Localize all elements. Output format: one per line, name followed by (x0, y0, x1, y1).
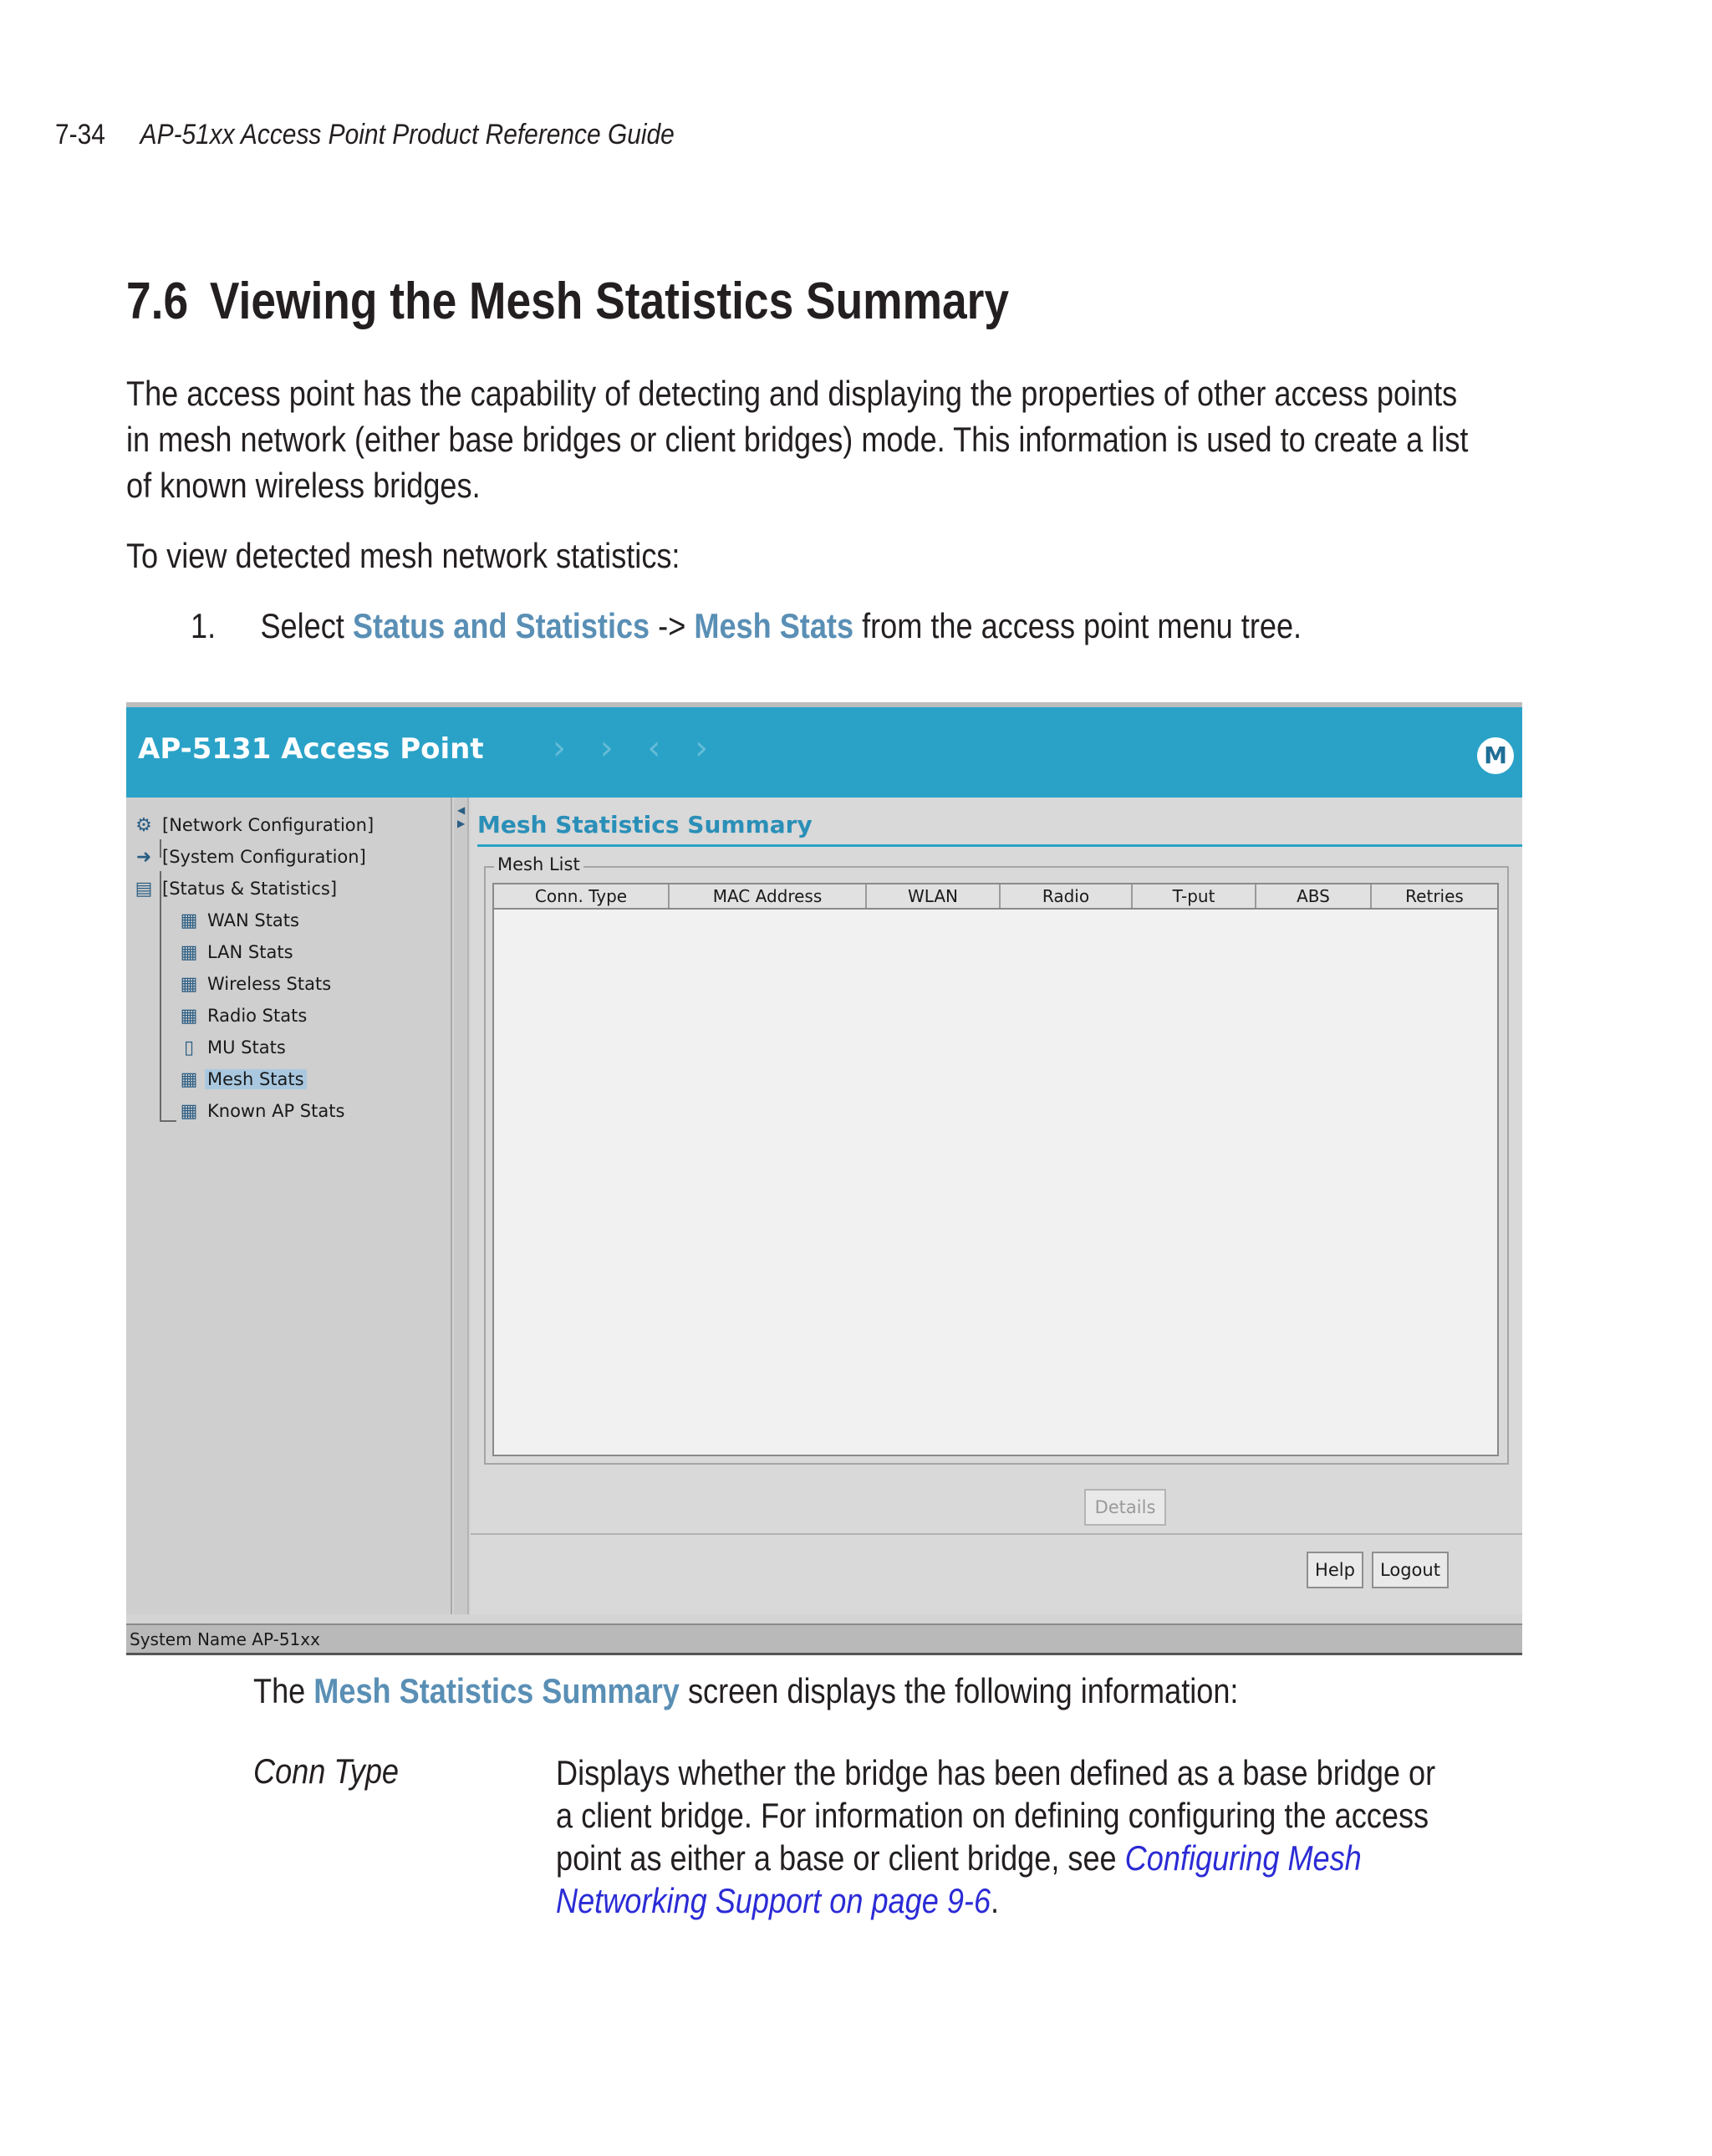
ui-app-title: AP-5131 Access Point (138, 732, 484, 766)
intro-line-2: in mesh network (either base bridges or client bridges) mode. This information is used to create a list (126, 420, 1469, 459)
network-icon: ⚙ (135, 814, 152, 836)
column-t-put[interactable]: T-put (1133, 884, 1256, 908)
mu-icon: ▯ (183, 1037, 195, 1058)
definition-body (556, 1751, 1435, 1922)
wireless-icon: ▦ (180, 973, 198, 995)
panel-splitter[interactable] (454, 798, 469, 1614)
mesh-list-group (484, 854, 1509, 1465)
running-header (55, 119, 675, 151)
panel-title: Mesh Statistics Summary (477, 811, 813, 838)
tree-item-known-ap-stats[interactable]: ▦ Known AP Stats (176, 1098, 347, 1124)
system-icon: ➜ (135, 846, 152, 868)
page-number: 7-34 (55, 119, 105, 150)
logout-button[interactable]: Logout (1372, 1552, 1449, 1588)
mesh-table-header (494, 884, 1497, 910)
section-heading (126, 272, 1009, 331)
help-button[interactable]: Help (1307, 1552, 1363, 1588)
lead-text: To view detected mesh network statistics: (126, 536, 680, 575)
section-number: 7.6 (126, 273, 189, 330)
definition-line-2: a client bridge. For information on defining configuring the access (556, 1796, 1429, 1835)
column-mac-address[interactable]: MAC Address (670, 884, 867, 908)
tree-item-system-configuration[interactable]: ➜ [System Configuration] (131, 844, 369, 869)
stats-icon: ▤ (135, 878, 153, 900)
radio-icon: ▦ (180, 1005, 198, 1027)
step-1 (191, 603, 1302, 649)
menu-tree (126, 798, 452, 1614)
lan-icon: ▦ (180, 941, 198, 963)
tree-item-mesh-stats[interactable]: ▦ Mesh Stats (176, 1067, 307, 1092)
step-number: 1. (191, 606, 217, 645)
intro-line-1: The access point has the capability of detecting and displaying the properties of other access points (126, 374, 1458, 413)
tree-item-network-configuration[interactable]: ⚙ [Network Configuration] (131, 813, 376, 838)
menu-status-and-statistics: Status and Statistics (352, 606, 650, 645)
menu-mesh-stats: Mesh Stats (694, 606, 854, 645)
wan-icon: ▦ (180, 910, 198, 931)
definition-line-4: Networking Support on page 9-6. (556, 1881, 1000, 1920)
cross-reference-link[interactable]: Configuring Mesh (1124, 1838, 1362, 1878)
details-button[interactable]: Details (1084, 1489, 1166, 1526)
step-pre: Select (260, 606, 353, 645)
tree-item-wan-stats[interactable]: ▦ WAN Stats (176, 908, 302, 933)
mesh-list-label: Mesh List (494, 854, 583, 874)
panel-separator (471, 1533, 1522, 1535)
tree-item-radio-stats[interactable]: ▦ Radio Stats (176, 1003, 309, 1028)
tree-item-wireless-stats[interactable]: ▦ Wireless Stats (176, 971, 334, 996)
collapse-right-icon[interactable]: ▶ (457, 818, 466, 829)
tree-item-status-statistics[interactable]: ▤ [Status & Statistics] (131, 876, 339, 901)
section-title-text: Viewing the Mesh Statistics Summary (209, 273, 1010, 330)
caption-highlight: Mesh Statistics Summary (313, 1671, 680, 1710)
column-retries[interactable]: Retries (1405, 886, 1464, 906)
guide-title: AP-51xx Access Point Product Reference Guide (140, 119, 675, 150)
cross-reference-link-cont[interactable]: Networking Support on page 9-6 (556, 1881, 991, 1920)
definition-term: Conn Type (253, 1751, 400, 1791)
motorola-logo-icon: M (1477, 737, 1514, 774)
step-arrow: -> (650, 606, 695, 645)
column-conn-type[interactable]: Conn. Type (494, 884, 670, 908)
screen-caption: The Mesh Statistics Summary screen displays the following information: (253, 1671, 1239, 1710)
column-abs[interactable]: ABS (1256, 884, 1372, 908)
definition-line-3: point as either a base or client bridge, see Configuring Mesh (556, 1838, 1362, 1878)
mesh-icon: ▦ (180, 1068, 198, 1090)
definition-line-1: Displays whether the bridge has been defined as a base bridge or (556, 1753, 1436, 1792)
ui-title-bar (126, 707, 1522, 798)
mesh-list-table[interactable] (492, 883, 1499, 1456)
intro-line-3: of known wireless bridges. (126, 466, 481, 505)
tree-item-lan-stats[interactable]: ▦ LAN Stats (176, 940, 296, 965)
status-bar: System Name AP-51xx (126, 1623, 1522, 1655)
column-radio[interactable]: Radio (1001, 884, 1133, 908)
collapse-left-icon[interactable]: ◀ (457, 804, 466, 816)
mesh-stats-panel (471, 798, 1522, 1614)
ap-ui-screenshot (126, 702, 1522, 1655)
step-post: from the access point menu tree. (853, 606, 1302, 645)
panel-title-rule (477, 844, 1522, 847)
known-ap-icon: ▦ (180, 1100, 198, 1122)
title-bar-decoration: › › ‹ › (553, 729, 721, 767)
column-wlan[interactable]: WLAN (867, 884, 1001, 908)
tree-item-mu-stats[interactable]: ▯ MU Stats (176, 1035, 288, 1060)
